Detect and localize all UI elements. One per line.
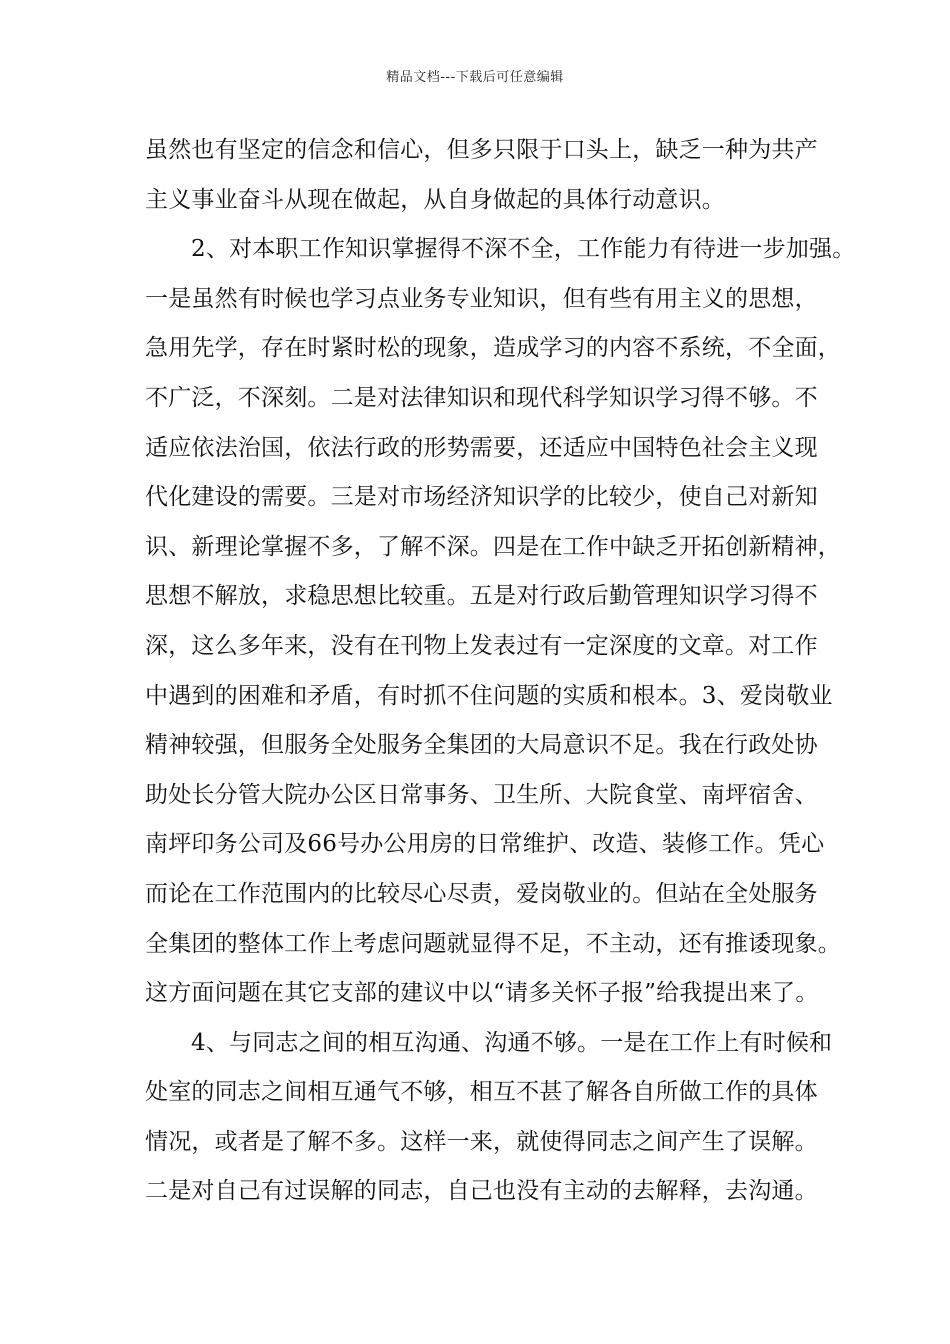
page-header: 精品文档---下载后可任意编辑 [386, 70, 564, 85]
text-line: 主义事业奋斗从现在做起，从自身做起的具体行动意识。 [145, 186, 725, 213]
text-line: 南坪印务公司及66号办公用房的日常维护、改造、装修工作。凭心 [145, 831, 825, 858]
paragraph-start-line: 2、对本职工作知识掌握得不深不全，工作能力有待进一步加强。 [191, 236, 856, 263]
text-line: 深，这么多年来，没有在刊物上发表过有一定深度的文章。对工作 [145, 632, 818, 659]
paragraph-start-line: 4、与同志之间的相互沟通、沟通不够。一是在工作上有时候和 [191, 1029, 833, 1056]
text-line: 中遇到的困难和矛盾，有时抓不住问题的实质和根本。3、爱岗敬业 [145, 682, 833, 709]
text-line: 思想不解放，求稳思想比较重。五是对行政后勤管理知识学习得不 [145, 583, 818, 610]
text-line: 这方面问题在其它支部的建议中以“请多关怀子报”给我提出来了。 [145, 980, 819, 1007]
text-line: 精神较强，但服务全处服务全集团的大局意识不足。我在行政处协 [145, 732, 818, 759]
text-line: 不广泛，不深刻。二是对法律知识和现代科学知识学习得不够。不 [145, 384, 818, 411]
text-line: 虽然也有坚定的信念和信心，但多只限于口头上，缺乏一种为共产 [145, 137, 818, 163]
text-line: 识、新理论掌握不多，了解不深。四是在工作中缺乏开拓创新精神， [145, 533, 841, 560]
text-line: 二是对自己有过误解的同志，自己也没有主动的去解释，去沟通。 [145, 1178, 818, 1205]
text-line: 全集团的整体工作上考虑问题就显得不足，不主动，还有推诿现象。 [145, 930, 841, 957]
text-line: 处室的同志之间相互通气不够，相互不甚了解各自所做工作的具体 [145, 1079, 818, 1106]
text-line: 急用先学，存在时紧时松的现象，造成学习的内容不系统，不全面， [145, 335, 841, 362]
text-line: 适应依法治国，依法行政的形势需要，还适应中国特色社会主义现 [145, 434, 818, 461]
text-line: 一是虽然有时候也学习点业务专业知识，但有些有用主义的思想， [145, 285, 818, 312]
text-line: 情况，或者是了解不多。这样一来，就使得同志之间产生了误解。 [145, 1128, 818, 1155]
text-line: 助处长分管大院办公区日常事务、卫生所、大院食堂、南坪宿舍、 [145, 781, 818, 808]
document-body [145, 126, 856, 1217]
text-line: 而论在工作范围内的比较尽心尽责，爱岗敬业的。但站在全处服务 [145, 880, 818, 907]
text-line: 代化建设的需要。三是对市场经济知识学的比较少，使自己对新知 [145, 484, 818, 511]
